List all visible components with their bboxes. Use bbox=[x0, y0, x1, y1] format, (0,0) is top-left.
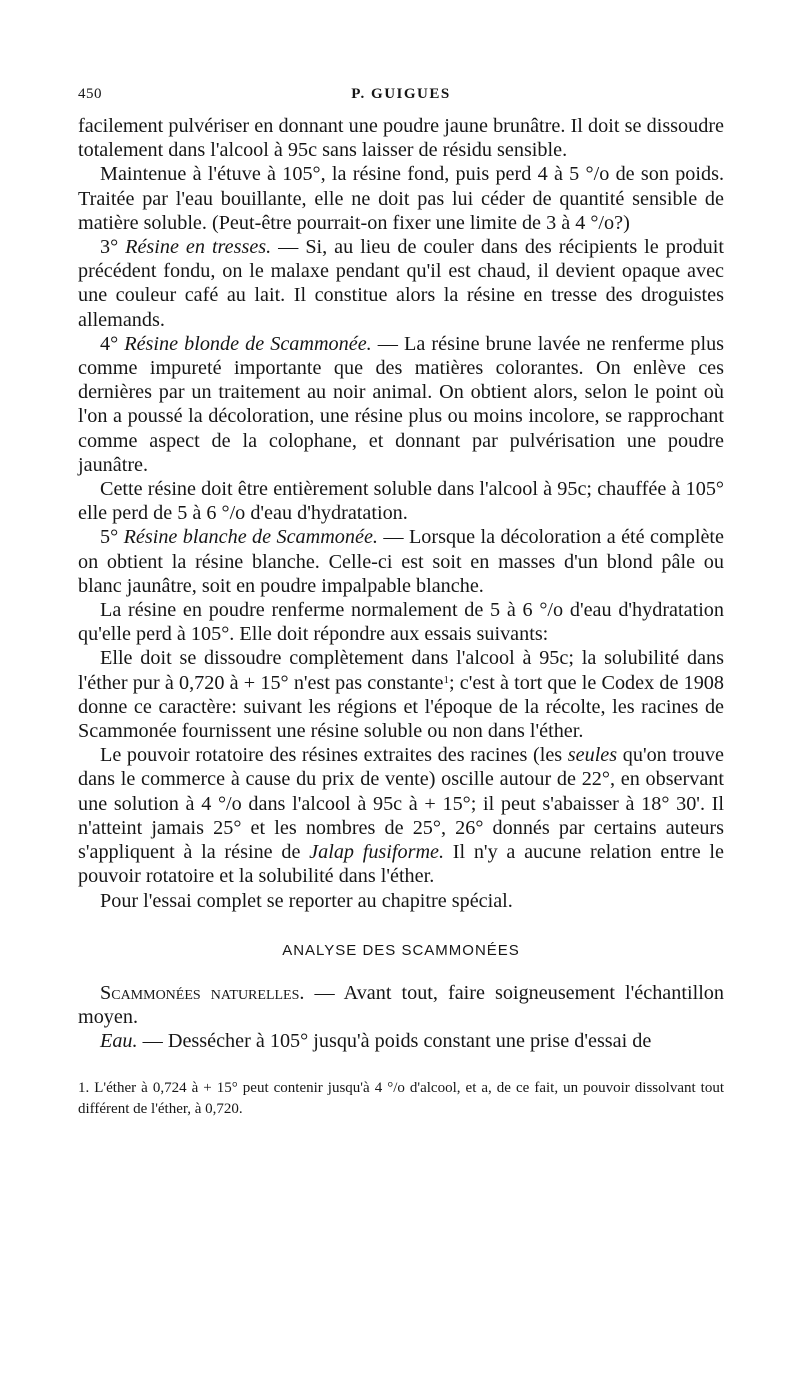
paragraph: La résine en poudre renferme normalement de 5 à 6 °/o d'eau d'hydratation qu'elle perd à 105°. Elle doit répondre aux essais suivants: bbox=[78, 599, 724, 646]
paragraph-text: Elle doit se dissoudre complètement dans l'alcool à 95c; la solubilité dans l'éther pur à 0,720 à + 15° n'est pas constante bbox=[78, 647, 724, 694]
footnote-text: 1. L'éther à 0,724 à + 15° peut contenir jusqu'à 4 °/o d'alcool, et a, de ce fait, un pouvoir dissolvant tout différent de l'éther, à 0,720. bbox=[78, 1079, 724, 1117]
paragraph bbox=[78, 235, 724, 332]
paragraph bbox=[78, 332, 724, 477]
item-number: 5° bbox=[100, 526, 119, 549]
paragraph: Maintenue à l'étuve à 105°, la résine fond, puis perd 4 à 5 °/o de son poids. Traitée par l'eau bouillante, elle ne doit pas lui céder de quantité sensible de matière soluble. (Peut-être pourrait-on fixer une limite de 3 à 4 °/o?) bbox=[78, 163, 724, 234]
footnote-marker: 1 bbox=[443, 673, 449, 686]
page-header bbox=[78, 86, 724, 114]
paragraph: Pour l'essai complet se reporter au chapitre spécial. bbox=[100, 889, 513, 912]
paragraph-text: Il n'y a aucune relation entre le pouvoir rotatoire et la solubilité dans l'éther. bbox=[78, 841, 725, 888]
emphasis: Jalap fusiforme. bbox=[309, 841, 445, 864]
paragraph-text: ; c'est à tort que le Codex de 1908 donne ce caractère: suivant les régions et l'époque de la récolte, les racines de Scammonée fournissent une résine soluble ou non dans l'éther. bbox=[78, 671, 724, 743]
paragraph: facilement pulvériser en donnant une poudre jaune brunâtre. Il doit se dissoudre totalement dans l'alcool à 95c sans laisser de résidu sensible. bbox=[78, 115, 724, 162]
paragraph: Cette résine doit être entièrement soluble dans l'alcool à 95c; chauffée à 105° elle perd de 5 à 6 °/o d'eau d'hydratation. bbox=[78, 478, 724, 525]
item-text: — La résine brune lavée ne renferme plus comme impureté importante que des matières colorantes. On enlève ces dernières par un traitement au noir animal. On obtient alors, selon le point où l'on a poussé la décoloration, une résine plus ou moins incolore, se rapprochant comme aspect de la colophane, et donnant par pulvérisation une poudre jaunâtre. bbox=[78, 332, 725, 476]
item-text: — Lorsque la décoloration a été complète on obtient la résine blanche. Celle-ci est soit en masses d'un blond pâle ou blanc jaunâtre, soit en poudre impalpable blanche. bbox=[78, 526, 724, 597]
item-title: Résine en tresses. bbox=[125, 236, 272, 259]
paragraph-text: Le pouvoir rotatoire des résines extraites des racines (les bbox=[100, 744, 563, 767]
item-number: 4° bbox=[100, 332, 119, 355]
paragraph-text: — Dessécher à 105° jusqu'à poids constant une prise d'essai de bbox=[142, 1030, 652, 1053]
paragraph bbox=[78, 646, 724, 743]
run-in-heading: Scammonées naturelles. bbox=[100, 981, 305, 1004]
paragraph bbox=[78, 1029, 724, 1053]
paragraph-text: — Avant tout, faire soigneusement l'échantillon moyen. bbox=[78, 981, 724, 1029]
paragraph bbox=[78, 743, 724, 888]
paragraph bbox=[78, 981, 724, 1029]
item-text: — Si, au lieu de couler dans des récipients le produit précédent fondu, on le malaxe pendant qu'il est chaud, il devient opaque avec une couleur café au lait. Il constitue alors la résine en tresse des droguistes allemands. bbox=[78, 236, 724, 331]
page-number: 450 bbox=[78, 86, 102, 102]
emphasis: seules bbox=[567, 744, 618, 767]
document-page bbox=[78, 86, 724, 1120]
running-head: P. GUIGUES bbox=[351, 86, 451, 102]
item-title: Résine blonde de Scammonée. bbox=[124, 332, 372, 355]
paragraph bbox=[78, 525, 724, 598]
paragraph-text: qu'on trouve dans le commerce à cause du prix de vente) oscille autour de 22°, en observant une solution à 4 °/o dans l'alcool à 95c à + 15°; il peut s'abaisser à 18° 30'. Il n'atteint jamais 25° et les nombres de 25°, 26° donnés par certains auteurs s'appliquent à la résine de bbox=[78, 744, 724, 864]
section-heading: ANALYSE DES SCAMMONÉES bbox=[282, 941, 520, 959]
body-text bbox=[78, 114, 724, 1054]
item-number: 3° bbox=[100, 236, 119, 259]
footnote bbox=[78, 1078, 724, 1120]
run-in-heading: Eau. bbox=[100, 1030, 138, 1053]
item-title: Résine blanche de Scammonée. bbox=[123, 526, 378, 549]
